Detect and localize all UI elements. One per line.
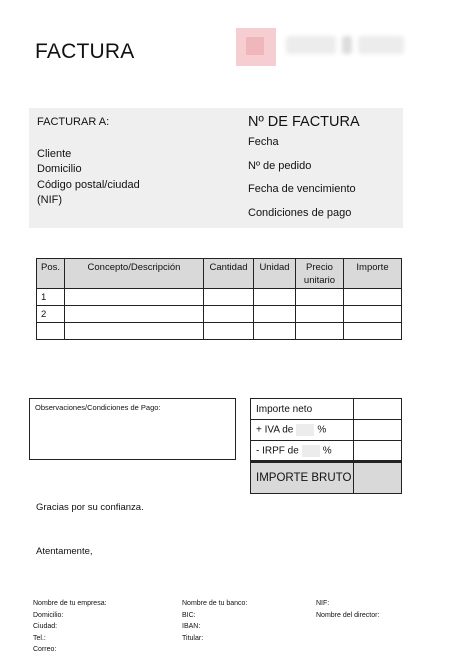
- invoice-field: Fecha: [248, 136, 279, 148]
- vat-label-cell: [251, 420, 354, 441]
- items-table: [36, 258, 402, 340]
- table-cell[interactable]: [204, 306, 254, 323]
- col-header-description: Concepto/Descripción: [65, 259, 204, 289]
- percent-sign: %: [317, 424, 327, 436]
- col-header-unit-price: Precio unitario: [296, 259, 344, 289]
- net-amount-value[interactable]: [354, 399, 402, 420]
- irpf-row: [251, 441, 402, 462]
- invoice-info-block: [248, 114, 360, 229]
- footer-line: Nombre del director:: [316, 611, 380, 619]
- gross-amount-value[interactable]: [354, 462, 402, 494]
- table-cell[interactable]: [296, 323, 344, 340]
- net-amount-row: [251, 399, 402, 420]
- table-cell[interactable]: [65, 289, 204, 306]
- invoice-number-label: Nº DE FACTURA: [248, 114, 360, 130]
- vat-label: + IVA de: [256, 424, 294, 436]
- billing-section: [29, 108, 403, 228]
- blurred-company-name: [286, 36, 336, 54]
- table-cell[interactable]: [254, 323, 296, 340]
- table-cell[interactable]: 1: [37, 289, 65, 306]
- footer-line: IBAN:: [182, 623, 201, 630]
- table-row: [37, 306, 402, 323]
- irpf-label: - IRPF de: [256, 445, 299, 457]
- client-line: Domicilio: [37, 163, 82, 175]
- irpf-rate-field[interactable]: [302, 445, 320, 457]
- regards-text: Atentamente,: [36, 546, 93, 557]
- col-header-unit: Unidad: [254, 259, 296, 289]
- client-line: Cliente: [37, 147, 72, 160]
- footer-line: NIF:: [316, 600, 330, 607]
- footer-tax-info: [316, 598, 379, 621]
- table-cell[interactable]: [204, 323, 254, 340]
- irpf-label-cell: [251, 441, 354, 462]
- footer-line: Correo:: [33, 646, 57, 653]
- invoice-field: Nº de pedido: [248, 159, 312, 172]
- blurred-company-name: [342, 36, 352, 54]
- invoice-title: FACTURA: [35, 40, 135, 63]
- table-cell[interactable]: [344, 323, 402, 340]
- bill-to-label: FACTURAR A:: [37, 116, 110, 128]
- table-cell[interactable]: [204, 289, 254, 306]
- bill-to-block: [37, 115, 140, 209]
- table-cell[interactable]: [296, 289, 344, 306]
- table-cell[interactable]: [344, 306, 402, 323]
- table-cell[interactable]: 2: [37, 306, 65, 323]
- footer-line: BIC:: [182, 611, 196, 619]
- items-header-row: [37, 259, 402, 289]
- invoice-field: Condiciones de pago: [248, 206, 352, 219]
- gross-amount-label: IMPORTE BRUTO: [251, 462, 354, 494]
- percent-sign: %: [322, 445, 332, 457]
- table-cell[interactable]: [254, 306, 296, 323]
- gross-amount-row: [251, 462, 402, 494]
- footer-line: Nombre de tu banco:: [182, 600, 248, 607]
- totals-table: [250, 398, 402, 494]
- table-cell[interactable]: [344, 289, 402, 306]
- table-cell[interactable]: [65, 306, 204, 323]
- table-cell[interactable]: [65, 323, 204, 340]
- col-header-position: Pos.: [37, 259, 65, 289]
- invoice-field: Fecha de vencimiento: [248, 183, 356, 195]
- footer-line: Titular:: [182, 634, 204, 642]
- client-line: (NIF): [37, 194, 63, 206]
- vat-value[interactable]: [354, 420, 402, 441]
- footer-line: Domicilio:: [33, 611, 64, 619]
- net-amount-label: Importe neto: [251, 399, 354, 420]
- col-header-quantity: Cantidad: [204, 259, 254, 289]
- table-row: [37, 323, 402, 340]
- vat-row: [251, 420, 402, 441]
- observations-box[interactable]: [29, 398, 236, 460]
- footer-company-info: [33, 598, 107, 656]
- table-cell[interactable]: [296, 306, 344, 323]
- irpf-value[interactable]: [354, 441, 402, 462]
- vat-rate-field[interactable]: [296, 424, 314, 436]
- table-row: [37, 289, 402, 306]
- footer-line: Nombre de tu empresa:: [33, 600, 107, 607]
- footer-bank-info: [182, 598, 247, 644]
- blurred-company-name: [358, 36, 404, 54]
- table-cell[interactable]: [254, 289, 296, 306]
- col-header-amount: Importe: [344, 259, 402, 289]
- footer-line: Ciudad:: [33, 623, 58, 630]
- table-cell[interactable]: [37, 323, 65, 340]
- client-line: Código postal/ciudad: [37, 178, 140, 191]
- company-logo: [236, 28, 276, 66]
- observations-label: Observaciones/Condiciones de Pago:: [35, 403, 161, 412]
- thanks-text: Gracias por su confianza.: [36, 502, 144, 513]
- footer-line: Tel.:: [33, 634, 46, 642]
